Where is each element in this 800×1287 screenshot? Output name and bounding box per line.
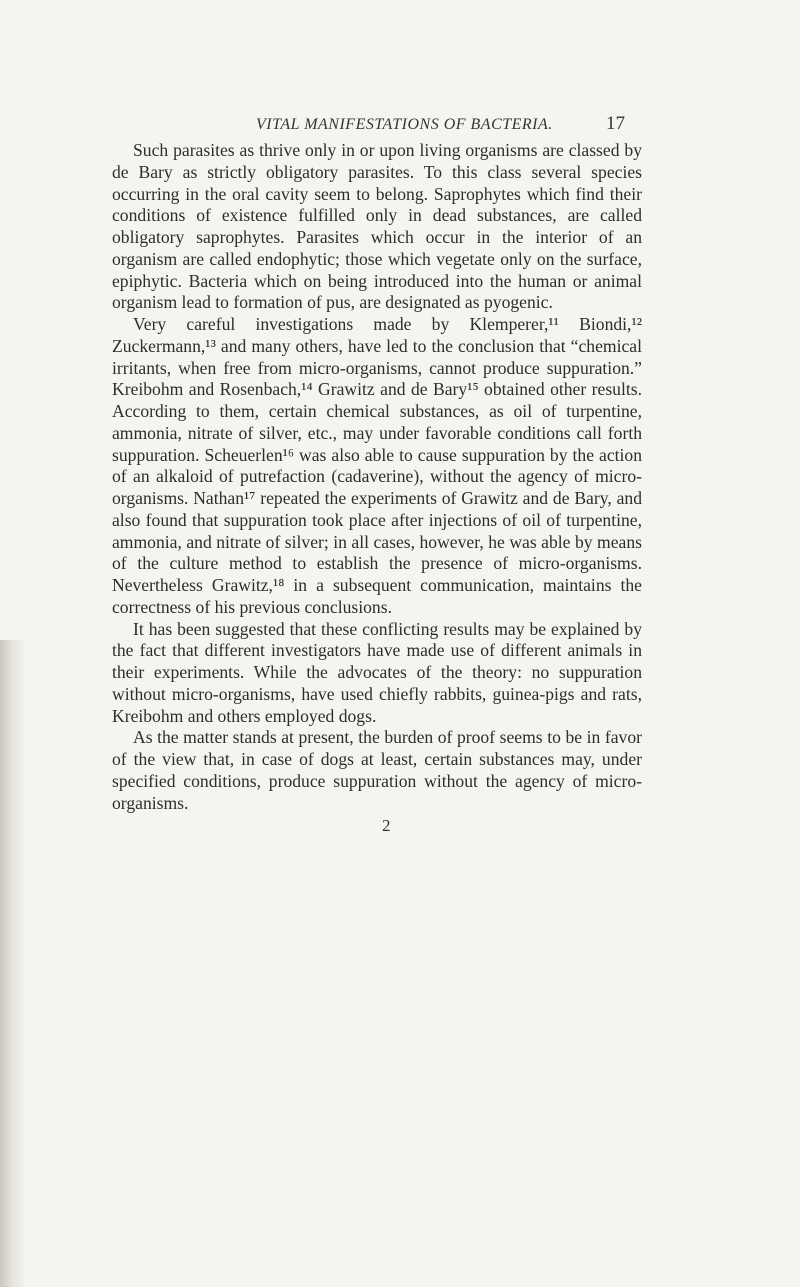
page-number: 17 [606, 113, 625, 134]
signature-mark: 2 [382, 816, 391, 835]
paragraph-3: It has been suggested that these conflicting results may be explained by the fact that different investigators have made use of different animals in their experiments. While the advocates of the theory: no suppuration without micro-organisms, have used chiefly rabbits, guinea-pigs and rats, Kreibohm and others employed dogs. [112, 618, 642, 726]
body-text [112, 140, 642, 814]
paragraph-2: Very careful investigations made by Klemperer,¹¹ Biondi,¹² Zuckermann,¹³ and many others, have led to the conclusion that “chemical irritants, when free from micro-organisms, cannot produce suppuration.” Kreibohm and Rosenbach,¹⁴ Grawitz and de Bary¹⁵ obtained other results. According to them, certain chemical substances, as oil of turpentine, ammonia, nitrate of silver, etc., may under favorable conditions call forth suppuration. Scheuerlen¹⁶ was also able to cause suppuration by the action of an alkaloid of putrefaction (cadaverine), without the agency of micro-organisms. Nathan¹⁷ repeated the experiments of Grawitz and de Bary, and also found that suppuration took place after injections of oil of turpentine, ammonia, and nitrate of silver; in all cases, however, he was able by means of the culture method to establish the presence of micro-organisms. Nevertheless Grawitz,¹⁸ in a subsequent communication, maintains the correctness of his previous conclusions. [112, 314, 642, 617]
running-title: VITAL MANIFESTATIONS OF BACTERIA. [256, 116, 553, 133]
paragraph-1: Such parasites as thrive only in or upon living organisms are classed by de Bary as strictly obligatory parasites. To this class several species occurring in the oral cavity seem to belong. Saprophytes which find their conditions of existence fulfilled only in dead substances, are called obligatory saprophytes. Parasites which occur in the interior of an organism are called endophytic; those which vegetate only on the surface, epiphytic. Bacteria which on being introduced into the human or animal organism lead to formation of pus, are designated as pyogenic. [112, 140, 642, 313]
page-edge-shadow [0, 640, 26, 1287]
paragraph-4: As the matter stands at present, the burden of proof seems to be in favor of the view that, in case of dogs at least, certain substances may, under specified conditions, produce suppuration without the agency of micro-organisms. [112, 727, 642, 813]
